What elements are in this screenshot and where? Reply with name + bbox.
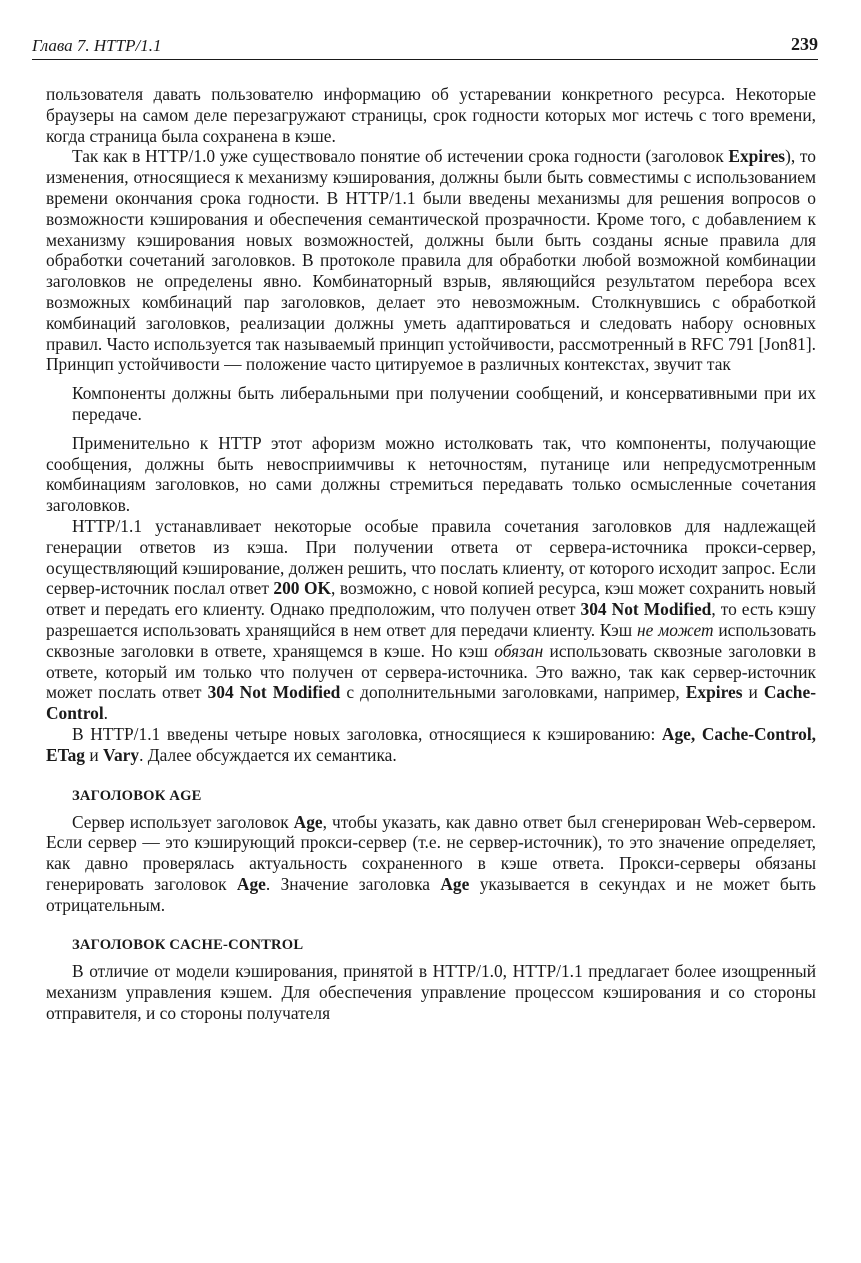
bold-term: Vary [103,744,140,765]
text-run: и [85,744,104,765]
text-run: , то есть кэшу разрешается использовать хранящийся в нем ответ для передачи клиенту. Кэш [46,599,816,640]
text-run: с дополнительными заголовками, например, [340,682,686,703]
text-run: использовать сквозные заголовки в ответе, хранящемся в кэше. Но кэш [46,619,817,661]
section-heading: ЗАГОЛОВОК CACHE-CONTROL [72,937,304,954]
chapter-title: Глава 7. HTTP/1.1 [32,36,162,55]
section-heading: ЗАГОЛОВОК AGE [72,787,202,804]
header-rule [32,59,818,60]
emphasis-term: обязан [494,640,544,661]
text-run: Компоненты должны быть либеральными при получении сообщений, и консервативными при их передаче. [72,383,816,424]
book-page [32,28,818,1024]
text-run: пользователя давать пользователю информацию об устаревании конкретного ресурса. Некоторые браузеры на самом деле перезагружают страницы, срок годности которых мог истечь с того времени, когда страница была сохранена в кэше. [46,84,816,146]
paragraph [46,84,816,146]
text-run: . Значение заголовка [265,873,441,894]
text-run: HTTP/1.1 устанавливает некоторые особые правила сочетания заголовков для надлежащей генерации ответов из кэша. При получении ответа от сервера-источника прокси-сервер, осуществляющий кэширование, должен решить, что послать клиенту, от которого исходит запрос. Если сервер-источник послал ответ [46,515,816,599]
body-text [46,84,816,1024]
text-run: ), то изменения, относящиеся к механизму кэширования, должны были быть совместимы с использованием времени окончания срока годности. В HTTP/1.1 были введены механизмы для решения вопросов о возможности кэширования и обеспечения семантической прозрачности. Кроме того, с добавлением к механизму кэширования новых возможностей, должны были быть созданы ясные правила для обработки сочетаний заголовков. В протоколе правила для обработки любой возможной комбинации заголовков не определены явно. Комбинаторный взрыв, являющийся результатом перебора всех возможных комбинаций пар заголовков, делает это невозможным. Столкнувшись с обработкой комбинаций заголовков, реализации должны уметь адаптироваться и следовать набору основных правил. Часто используется так называемый принцип устойчивости, рассмотренный в RFC 791 [Jon81]. Принцип устойчивости — положение часто цитируемое в различных контекстах, звучит так [46,146,817,375]
text-run: . Далее обсуждается их семантика. [139,744,397,765]
text-run: использовать сквозные заголовки в ответе, который им только что получен от сервера-источника. Это важно, так как сервер-источник может послать ответ [46,640,816,703]
paragraph [46,724,816,766]
bold-term: Age [293,811,323,832]
bold-term: Expires [685,682,743,703]
text-run: В отличие от модели кэширования, принятой в HTTP/1.0, HTTP/1.1 предлагает более изощренный механизм управления кэшем. Для обеспечения управление процессом кэширования и со стороны отправителя, и со стороны получателя [46,961,816,1024]
text-run: , возможно, с новой копией ресурса, кэш может сохранить новый ответ и передать его клиенту. Однако предположим, что получен ответ [46,578,816,620]
bold-term: Expires [728,146,786,167]
paragraph [46,961,816,1023]
text-run: . [103,703,109,724]
paragraph [46,433,816,516]
bold-term: 304 Not Modified [580,599,712,620]
text-run: и [742,682,764,703]
bold-term: Age, Cache-Control, ETag [46,723,816,765]
text-run: Так как в HTTP/1.0 уже существовало понятие об истечении срока годности (заголовок [72,146,729,167]
emphasis-term: не может [636,619,714,640]
running-head [32,28,818,62]
paragraph [46,516,816,724]
text-run: указывается в секундах и не может быть отрицательным. [46,873,816,915]
text-run: , чтобы указать, как давно ответ был сгенерирован Web-сервером. Если сервер — это кэширующий прокси-сервер (т.е. не сервер-источник), то это значение определяет, как давно проверялась актуальность сохраненного в кэше ответа. Прокси-серверы обязаны генерировать заголовок [46,811,816,894]
bold-term: 304 Not Modified [207,682,341,703]
page-number: 239 [791,34,818,54]
text-run: В HTTP/1.1 введены четыре новых заголовка, относящиеся к кэшированию: [72,723,662,744]
text-run: Сервер использует заголовок [72,811,294,832]
text-run: Применительно к HTTP этот афоризм можно истолковать так, что компоненты, получающие сообщения, должны быть невосприимчивы к неточностям, путанице или непредусмотренным комбинациям заголовков, но сами должны стремиться передавать только осмысленные сочетания заголовков. [46,432,816,516]
bold-term: 200 OK [273,578,332,599]
bold-term: Age [236,873,266,894]
paragraph [46,146,816,375]
quote-paragraph [72,383,816,425]
bold-term: Age [440,873,470,894]
bold-term: Cache-Control [46,682,816,724]
paragraph [46,812,816,916]
